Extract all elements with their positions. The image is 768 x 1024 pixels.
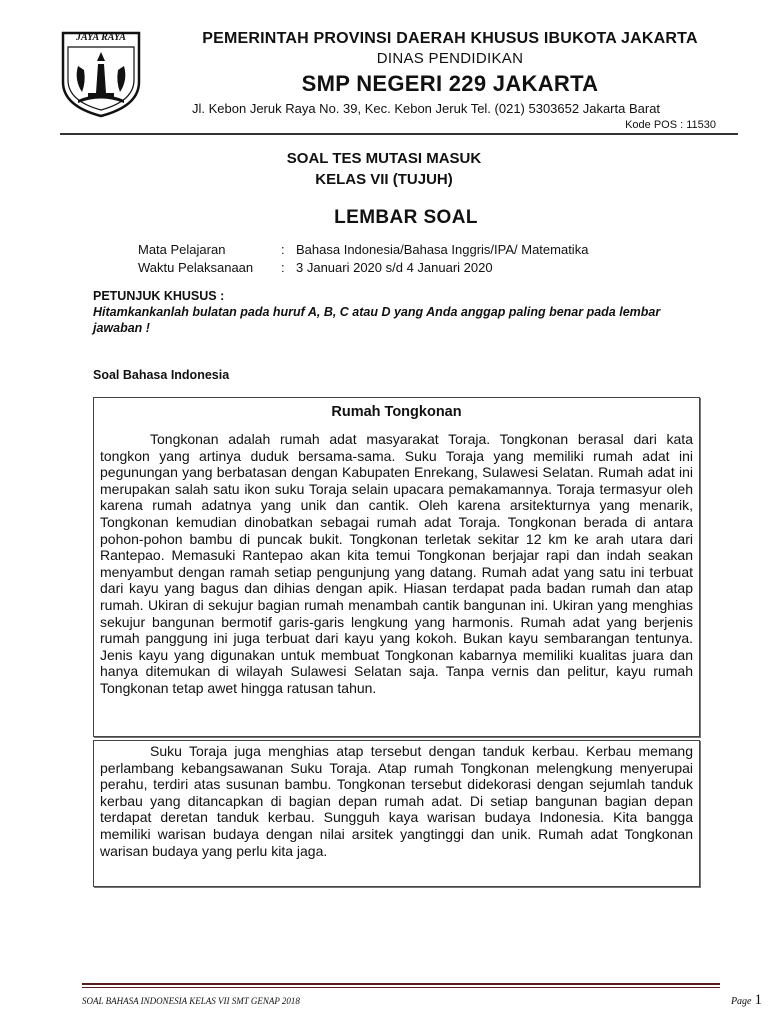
footer-page-label: Page — [730, 996, 752, 1007]
shield-emblem-icon — [60, 30, 142, 118]
meta-label-time: Waktu Pelaksanaan — [138, 260, 254, 275]
meta-colon: : — [281, 242, 285, 257]
instructions-body: Hitamkankanlah bulatan pada huruf A, B, C atau D yang Anda anggap paling benar pada lembar jawaban ! — [93, 305, 661, 335]
meta-value-subject: Bahasa Indonesia/Bahasa Inggris/IPA/ Matematika — [296, 242, 589, 257]
department-name: DINAS PENDIDIKAN — [376, 50, 524, 67]
passage-paragraph-1: Tongkonan adalah rumah adat masyarakat Toraja. Tongkonan berasal dari kata tongkon yang artinya duduk bersama-sama. Suku Toraja yang memiliki rumah adat ini pegunungan yang berbatasan dengan Kabupaten Enrekang, Sulawesi Selatan. Rumah adat ini merupakan salah satu ikon suku Toraja selain upacara pemakamannya. Toraja termasyur oleh karena rumah adatnya yang unik dan cantik. Oleh karena arsitekturnya yang menarik, Tongkonan kemudian dinobatkan sebagai rumah adat Toraja. Tongkonan berada di antara pohon-pohon bambu di puncak bukit. Tongkonan terletak sekitar 12 km ke arah utara dari Rantepao. Memasuki Rantepao akan kita temui Tongkonan berjajar rapi dan indah seakan menyambut dengan ramah setiap pengunjung yang datang. Rumah adat yang satu ini terbuat dari kayu yang bagus dan dihias dengan apik. Hiasan terdapat pada badan rumah dan atap rumah. Ukiran di sekujur bagian rumah menambah cantik bangunan ini. Ukiran yang menghias sekujur bangunan bermotif garis-garis lengkung yang harmonis. Rumah adat yang berjenis rumah panggung ini juga terbuat dari kayu yang kokoh. Bukan kayu sembarangan tentunya. Jenis kayu yang digunakan untuk membuat Tongkonan kabarnya memiliki kualitas juara dan hanya ditemukan di wilayah Sulawesi Selatan saja. Tanpa vernis dan pelitur, kayu rumah Tongkonan tetap awet hingga ratusan tahun. — [100, 431, 693, 696]
passage-box-2 — [93, 740, 700, 887]
instructions-title: PETUNJUK KHUSUS : — [93, 289, 225, 303]
footer-page — [731, 991, 762, 1009]
meta-value-time: 3 Januari 2020 s/d 4 Januari 2020 — [296, 260, 493, 275]
passage-paragraph-2: Suku Toraja juga menghias atap tersebut dengan tanduk kerbau. Kerbau memang perlambang kebangsawanan Suku Toraja. Atap rumah Tongkonan melengkung menyerupai perahu, terdiri atas susunan bambu. Tongkonan tersebut didekorasi dengan sejumlah tanduk kerbau yang ditancapkan di bagian depan rumah adat. Di setiap bangunan bagian depan terdapat deretan tanduk kerbau. Sungguh kaya warisan budaya Indonesia. Kita bangga memiliki warisan budaya dengan nilai arsitek yangtinggi dan unik. Rumah adat Tongkonan warisan budaya yang perlu kita jaga. — [100, 743, 693, 859]
logo-motto-text: JAYA RAYA — [76, 32, 126, 43]
letterhead-divider — [60, 133, 738, 135]
government-name: PEMERINTAH PROVINSI DAERAH KHUSUS IBUKOTA JAKARTA — [202, 30, 698, 47]
section-title: Soal Bahasa Indonesia — [93, 368, 230, 382]
exam-title: SOAL TES MUTASI MASUK — [286, 150, 482, 167]
footer-document-title: SOAL BAHASA INDONESIA KELAS VII SMT GENAP 2018 — [82, 996, 300, 1006]
footer-page-number: 1 — [754, 992, 762, 1008]
exam-class: KELAS VII (TUJUH) — [315, 171, 453, 188]
jakarta-coat-of-arms-logo — [60, 30, 142, 118]
sheet-title: LEMBAR SOAL — [334, 207, 478, 228]
school-name: SMP NEGERI 229 JAKARTA — [301, 71, 599, 96]
school-address: Jl. Kebon Jeruk Raya No. 39, Kec. Kebon Jeruk Tel. (021) 5303652 Jakarta Barat — [192, 101, 661, 116]
passage-title: Rumah Tongkonan — [331, 404, 462, 420]
postal-code: Kode POS : 11530 — [625, 119, 716, 131]
footer-divider — [82, 983, 720, 985]
footer-divider-thin — [82, 987, 720, 988]
passage-box-1 — [93, 397, 700, 737]
meta-label-subject: Mata Pelajaran — [138, 242, 226, 257]
meta-colon: : — [281, 260, 285, 275]
